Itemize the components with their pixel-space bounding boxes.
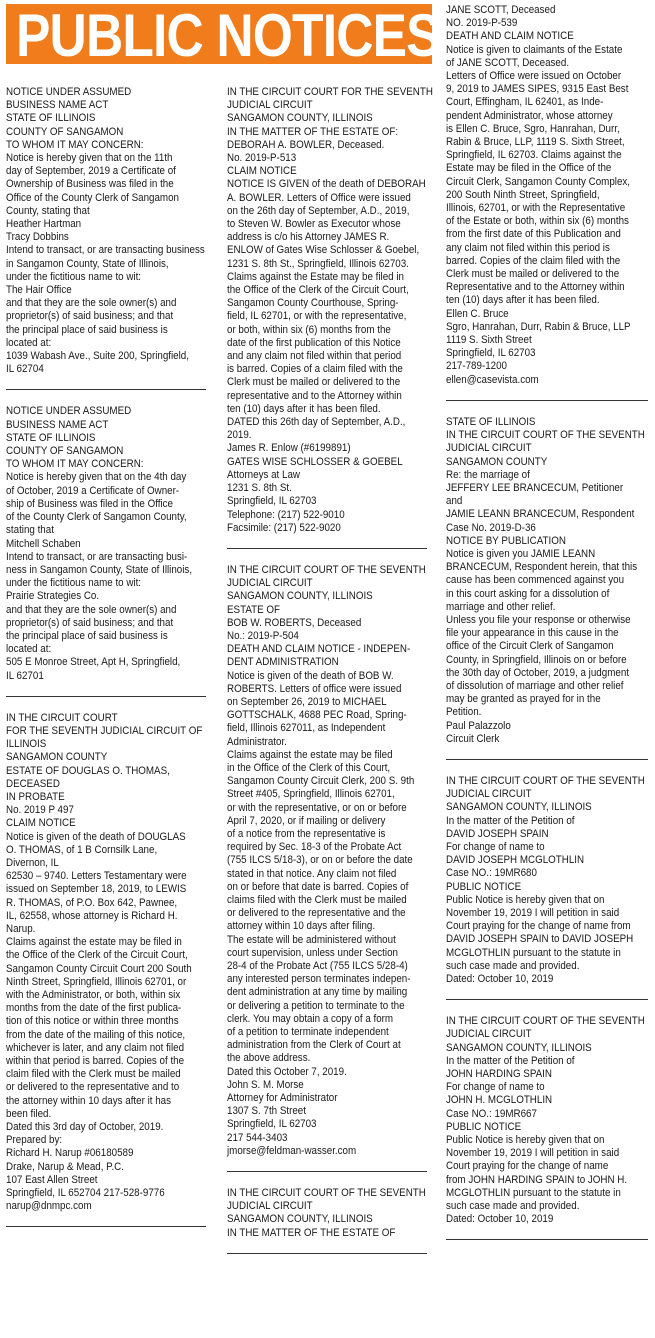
notice-line: or both, within six (6) months from the (227, 323, 391, 336)
notice-line: the principal place of said business is (6, 323, 168, 336)
legal-notice (6, 86, 206, 376)
legal-notice (227, 86, 433, 535)
notice-line: The estate will be administered without (227, 933, 396, 946)
notice-line: located at: (6, 643, 52, 656)
notice-line: JUDICIAL CIRCUIT (446, 788, 532, 801)
notice-line: For change of name to (446, 1081, 545, 1094)
notice-line: ellen@casevista.com (446, 373, 539, 386)
notice-line: Attorney for Administrator (227, 1092, 338, 1105)
notice-divider (227, 548, 427, 549)
notice-line: 28-4 of the Probate Act (755 ILCS 5/28-4) (227, 960, 408, 972)
notice-line: DATED this 26th day of September, A.D., (227, 416, 406, 429)
notice-line: of a notice from the representative is (227, 827, 386, 840)
notice-line: John S. M. Morse (227, 1078, 304, 1091)
notice-line: IL 62704 (6, 363, 44, 376)
notice-line: IL 62701 (6, 669, 44, 682)
notice-line: or delivered to the representative and to (6, 1081, 180, 1094)
notice-line: MCGLOTHLIN pursuant to the statute in (446, 946, 621, 959)
notice-line: 9, 2019 to JAMES SIPES, 9315 East Best (446, 83, 629, 96)
notice-line: 1231 S. 8th St. (227, 482, 292, 495)
notice-line: STATE OF ILLINOIS (446, 415, 536, 428)
notice-line: JUDICIAL CIRCUIT (227, 99, 313, 112)
notice-line: of October, 2019 a Certificate of Owner- (6, 484, 180, 497)
notice-line: Public Notice is hereby given that on (446, 893, 605, 906)
notice-line: SANGAMON COUNTY (6, 751, 108, 764)
notice-line: such case made and provided. (446, 959, 580, 972)
notice-divider (446, 1239, 648, 1240)
notice-line: Ellen C. Bruce (446, 307, 509, 320)
notice-line: STATE OF ILLINOIS (6, 431, 96, 444)
notice-line: Circuit Clerk, Sangamon County Complex, (446, 175, 631, 188)
notice-line: ESTATE OF (227, 603, 280, 616)
legal-notice (446, 416, 648, 746)
notice-line: Springfield, IL 62703 (227, 495, 317, 508)
notice-line: Clerk must be mailed or delivered to the (446, 268, 620, 281)
notice-line: GOTTSCHALK, 4688 PEC Road, Spring- (227, 709, 407, 722)
notice-line: Intend to transact, or are transacting busi- (6, 550, 188, 563)
notice-line: cause has been commenced against you (446, 574, 625, 587)
notice-line: SANGAMON COUNTY (446, 455, 548, 468)
notice-line: within that period is barred. Copies of the (6, 1055, 185, 1068)
notice-line: SANGAMON COUNTY, ILLINOIS (227, 1213, 373, 1226)
notice-line: Case NO.: 19MR680 (446, 867, 537, 880)
notice-line: court supervision, unless under Section (227, 946, 398, 959)
notice-line: IN THE CIRCUIT COURT (6, 711, 118, 724)
notice-line: JUDICIAL CIRCUIT (227, 577, 313, 590)
notice-line: clerk. You may obtain a copy of a form (227, 1012, 394, 1025)
notice-line: of dissolution of marriage and other relief (446, 679, 624, 692)
notice-line: Representative and to the Attorney within (446, 281, 625, 294)
notice-line: and (446, 495, 463, 508)
notice-line: 217 544-3403 (227, 1131, 288, 1144)
notice-line: ness in Sangamon County, State of Illinois, (6, 563, 193, 576)
notice-line: from the date of the mailing of this notice, (6, 1028, 186, 1041)
notice-line: IN THE CIRCUIT COURT OF THE SEVENTH (446, 1015, 645, 1028)
notice-line: and that they are the sole owner(s) and (6, 603, 177, 616)
notice-divider (227, 1253, 427, 1254)
notice-line: NOTICE UNDER ASSUMED (6, 405, 132, 418)
notice-line: STATE OF ILLINOIS (6, 112, 96, 125)
notice-line: Rabin & Bruce, LLP, 1119 S. Sixth Street, (446, 136, 625, 149)
notice-line: administration from the Clerk of Court at (227, 1039, 401, 1052)
notice-line: DECEASED (6, 777, 60, 790)
notice-line: JEFFERY LEE BRANCECUM, Petitioner (446, 481, 624, 494)
notice-line: 1231 S. 8th St., Springfield, Illinois 62703. (227, 257, 409, 270)
notice-line: on the 26th day of September, A.D., 2019, (227, 204, 410, 217)
notice-line: NOTICE BY PUBLICATION (446, 534, 566, 547)
notice-line: and any claim not filed within that period (227, 350, 402, 363)
notice-line: No. 2019-P-513 (227, 152, 297, 165)
notice-line: BUSINESS NAME ACT (6, 418, 109, 431)
notice-line: Springfield, IL 652704 217-528-9776 (6, 1187, 165, 1200)
notice-line: Dated: October 10, 2019 (446, 973, 554, 986)
notice-line: Attorneys at Law (227, 468, 300, 481)
notice-line: office of the Circuit Clerk of Sangamon (446, 640, 614, 653)
notice-line: required by Sec. 18-3 of the Probate Act (227, 841, 402, 854)
notice-line: ten (10) days after it has been filed. (227, 402, 381, 415)
notice-line: day of September, 2019 a Certificate of (6, 165, 176, 178)
notice-line: DEBORAH A. BOWLER, Deceased. (227, 138, 385, 151)
notice-line: Tracy Dobbins (6, 231, 69, 244)
notice-line: Intend to transact, or are transacting business (6, 244, 205, 257)
notice-line: No. 2019 P 497 (6, 804, 74, 817)
notice-line: NOTICE UNDER ASSUMED (6, 86, 132, 98)
notice-line: COUNTY OF SANGAMON (6, 125, 124, 138)
notice-line: DAVID JOSEPH SPAIN to DAVID JOSEPH (446, 933, 634, 946)
notice-line: of JANE SCOTT, Deceased. (446, 56, 570, 69)
notice-line: In the matter of the Petition of (446, 814, 575, 827)
notice-line: DEATH AND CLAIM NOTICE (446, 30, 574, 43)
notice-line: NO. 2019-P-539 (446, 17, 518, 30)
notice-divider (6, 1226, 206, 1227)
notice-line: Sangamon County Circuit Court 200 South (6, 962, 192, 975)
page-title: PUBLIC NOTICES (16, 2, 440, 69)
notice-line: tion of this notice or within three months (6, 1015, 179, 1028)
notice-line: FOR THE SEVENTH JUDICIAL CIRCUIT OF (6, 724, 203, 737)
notice-line: or with the representative, or on or before (227, 801, 407, 814)
notice-line: IN THE CIRCUIT COURT FOR THE SEVENTH (227, 86, 433, 98)
notice-line: any claim not filed within this period is (446, 241, 610, 254)
notice-line: representative and to the Attorney within (227, 389, 402, 402)
notice-line: No.: 2019-P-504 (227, 629, 299, 642)
notice-line: Notice is given you JAMIE LEANN (446, 547, 596, 560)
notice-line: Ownership of Business was filed in the (6, 178, 174, 191)
notice-line: in the Office of the Clerk of this Court, (227, 761, 391, 774)
notice-line: IN THE CIRCUIT COURT OF THE SEVENTH (446, 429, 645, 442)
notice-line: to Steven W. Bowler as Executor whose (227, 218, 401, 231)
notice-line: the attorney within 10 days after it has (6, 1094, 171, 1107)
notice-line: the above address. (227, 1052, 311, 1065)
notice-line: field, Illinois 627011, as Independent (227, 722, 386, 735)
notice-line: any interested person terminates indepen- (227, 973, 411, 986)
notice-line: CLAIM NOTICE (6, 817, 76, 830)
notice-line: proprietor(s) of said business; and that (6, 616, 174, 629)
notice-line: Court praying for the change of name from (446, 920, 631, 933)
notice-line: JUDICIAL CIRCUIT (446, 442, 532, 455)
notice-line: Administrator. (227, 735, 287, 748)
notice-line: Circuit Clerk (446, 732, 500, 745)
notice-line: the Office of the Clerk of the Circuit Court, (227, 284, 409, 297)
notice-line: in Sangamon County, State of Illinois, (6, 257, 169, 270)
notice-line: barred. Copies of the claim filed with the (446, 254, 621, 267)
notice-line: Petition. (446, 706, 482, 719)
notice-line: dent administration at any time by mailing (227, 986, 408, 999)
notice-line: O. THOMAS, of 1 B Cornsilk Lane, (6, 843, 158, 856)
notice-line: stated in that notice. Any claim not filed (227, 867, 397, 880)
notice-line: Sangamon County Courthouse, Spring- (227, 297, 399, 310)
notice-line: A. BOWLER. Letters of Office were issued (227, 191, 411, 204)
notice-line: Public Notice is hereby given that on (446, 1134, 605, 1147)
public-notices-banner (6, 2, 440, 69)
notice-divider (6, 389, 206, 390)
notice-line: Notice is given to claimants of the Estate (446, 43, 623, 56)
notice-line: IN THE CIRCUIT COURT OF THE SEVENTH (227, 1187, 426, 1200)
column-3 (446, 4, 648, 1255)
notice-line: 62530 – 9740. Letters Testamentary were (6, 870, 187, 883)
notice-line: stating that (6, 524, 54, 537)
notice-line: The Hair Office (6, 284, 72, 297)
notice-line: under the fictitious name to wit: (6, 577, 142, 590)
notice-line: under the fictitious name to wit: (6, 270, 142, 283)
notice-line: from the first date of this Publication and (446, 228, 621, 241)
notice-line: Court, Effingham, IL 62401, as Inde- (446, 96, 604, 109)
notice-line: the 30th day of October, 2019, a judgment (446, 666, 629, 679)
notice-line: date of the first publication of this Notice (227, 336, 401, 349)
notice-divider (227, 1171, 427, 1172)
notice-line: IN THE MATTER OF THE ESTATE OF: (227, 125, 399, 138)
notice-line: 1039 Wabash Ave., Suite 200, Springfield, (6, 350, 189, 363)
legal-notice (6, 712, 206, 1214)
legal-notice (6, 405, 206, 682)
notice-line: 107 East Allen Street (6, 1173, 98, 1186)
notice-line: marriage and other relief. (446, 600, 556, 613)
column-1 (6, 86, 206, 1242)
notice-line: Heather Hartman (6, 218, 82, 231)
notice-line: field, IL 62701, or with the representative, (227, 310, 407, 323)
notice-line: April 7, 2020, or if mailing or delivery (227, 814, 386, 827)
legal-notice (446, 4, 648, 387)
notice-line: JUDICIAL CIRCUIT (446, 1028, 532, 1041)
notice-line: Facsimile: (217) 522-9020 (227, 521, 341, 534)
notice-line: GATES WISE SCHLOSSER & GOEBEL (227, 455, 403, 468)
notice-line: MCGLOTHLIN pursuant to the statute in (446, 1186, 621, 1199)
notice-line: is Ellen C. Bruce, Sgro, Hanrahan, Durr, (446, 122, 620, 135)
notice-divider (446, 759, 648, 760)
notice-line: (755 ILCS 5/18-3), or on or before the date (227, 854, 413, 867)
notice-line: ROBERTS. Letters of office were issued (227, 682, 402, 695)
legal-notice (446, 775, 648, 986)
notice-line: James R. Enlow (#6199891) (227, 442, 351, 455)
notice-line: Sgro, Hanrahan, Durr, Rabin & Bruce, LLP (446, 320, 631, 333)
notice-line: Court praying for the change of name (446, 1160, 609, 1173)
notice-line: PUBLIC NOTICE (446, 880, 522, 893)
notice-line: Unless you file your response or otherwise (446, 613, 631, 626)
notice-line: County, stating that (6, 204, 90, 217)
notice-line: located at: (6, 336, 52, 349)
notice-line: November 19, 2019 I will petition in said (446, 907, 620, 919)
notice-line: is barred. Copies of a claim filed with the (227, 363, 403, 376)
notice-line: in this court asking for a dissolution of (446, 587, 610, 600)
notice-line: been filed. (6, 1107, 52, 1120)
notice-line: address is c/o his Attorney JAMES R. (227, 231, 390, 244)
notice-line: IN THE CIRCUIT COURT OF THE SEVENTH (227, 563, 426, 576)
notice-line: JAMIE LEANN BRANCECUM, Respondent (446, 508, 635, 521)
notice-line: ENLOW of Gates Wise Schlosser & Goebel, (227, 244, 420, 257)
notice-line: pendent Administrator, whose attorney (446, 109, 613, 122)
notice-line: Divernon, IL (6, 856, 59, 869)
notice-line: ship of Business was filed in the Office (6, 497, 173, 510)
notice-line: BUSINESS NAME ACT (6, 99, 109, 112)
notice-line: November 19, 2019 I will petition in said (446, 1147, 620, 1160)
notice-line: R. THOMAS, of P.O. Box 642, Pawnee, (6, 896, 178, 909)
notice-line: Springfield, IL 62703 (227, 1118, 317, 1131)
notice-line: Clerk must be mailed or delivered to the (227, 376, 401, 389)
notice-line: 505 E Monroe Street, Apt H, Springfield, (6, 656, 181, 669)
notice-line: on September 26, 2019 to MICHAEL (227, 695, 387, 708)
notice-line: JOHN HARDING SPAIN (446, 1068, 552, 1081)
notice-line: SANGAMON COUNTY, ILLINOIS (227, 112, 373, 125)
notice-line: JOHN H. MCGLOTHLIN (446, 1094, 553, 1107)
notice-line: SANGAMON COUNTY, ILLINOIS (446, 1041, 592, 1054)
notice-line: Claims against the estate may be filed in (6, 936, 182, 949)
notice-line: Dated this 3rd day of October, 2019. (6, 1121, 164, 1134)
notice-line: Notice is hereby given that on the 4th day (6, 471, 187, 484)
notice-divider (446, 400, 648, 401)
notice-line: from JOHN HARDING SPAIN to JOHN H. (446, 1173, 628, 1186)
notice-line: Claims against the Estate may be filed in (227, 270, 404, 283)
notice-line: Notice is given of the death of BOB W. (227, 669, 394, 682)
notice-line: Case NO.: 19MR667 (446, 1107, 537, 1120)
notice-line: 1119 S. Sixth Street (446, 334, 532, 347)
notice-line: Ninth Street, Springfield, Illinois 62701, or (6, 975, 187, 988)
notice-line: the Office of the Clerk of the Circuit Court, (6, 949, 188, 962)
notice-line: attorney within 10 days after filing. (227, 920, 376, 933)
notice-line: SANGAMON COUNTY, ILLINOIS (227, 590, 373, 603)
notice-line: Telephone: (217) 522-9010 (227, 508, 345, 521)
notice-line: Prepared by: (6, 1134, 63, 1147)
notice-line: with the Administrator, or both, within six (6, 989, 181, 1001)
notice-line: IN THE CIRCUIT COURT OF THE SEVENTH (446, 774, 645, 787)
notice-line: NOTICE IS GIVEN of the death of DEBORAH (227, 178, 426, 191)
notice-line: 1307 S. 7th Street (227, 1105, 306, 1118)
notice-line: on or before that date is barred. Copies of (227, 880, 409, 893)
notice-line: Springfield, IL 62703. Claims against the (446, 149, 622, 162)
notice-line: DAVID JOSEPH MCGLOTHLIN (446, 854, 585, 867)
notice-line: narup@dnmpc.com (6, 1200, 92, 1213)
notice-line: DENT ADMINISTRATION (227, 656, 339, 669)
notice-line: Claims against the estate may be filed (227, 748, 393, 761)
notice-line: Estate may be filed in the Office of the (446, 162, 612, 175)
notice-line: of a petition to terminate independent (227, 1026, 389, 1039)
notice-line: In the matter of the Petition of (446, 1054, 575, 1067)
notice-divider (446, 999, 648, 1000)
notice-line: Street #405, Springfield, Illinois 62701, (227, 788, 395, 801)
notice-line: Re: the marriage of (446, 468, 530, 481)
notice-line: and that they are the sole owner(s) and (6, 297, 177, 310)
notice-line: or delivering a petition to terminate to the (227, 999, 405, 1012)
notice-line: County, in Springfield, Illinois on or before (446, 653, 627, 666)
notice-line: ten (10) days after it has been filed. (446, 294, 600, 307)
notice-line: jmorse@feldman-wasser.com (227, 1144, 357, 1157)
notice-line: DEATH AND CLAIM NOTICE - INDEPEN- (227, 643, 411, 656)
notice-line: JANE SCOTT, Deceased (446, 4, 556, 16)
notice-line: Sangamon County Circuit Clerk, 200 S. 9th (227, 775, 415, 788)
notice-line: claim filed with the Clerk must be mailed (6, 1068, 181, 1081)
notice-line: CLAIM NOTICE (227, 165, 297, 178)
notice-line: of the Estate or both, within six (6) months (446, 215, 629, 228)
notice-line: Springfield, IL 62703 (446, 347, 536, 360)
notice-line: 200 South Ninth Street, Springfield, (446, 188, 600, 201)
notice-line: issued on September 18, 2019, to LEWIS (6, 883, 187, 896)
notice-line: Letters of Office were issued on October (446, 70, 622, 83)
notice-line: Narup. (6, 922, 36, 935)
notice-line: DAVID JOSEPH SPAIN (446, 827, 549, 840)
notice-line: Drake, Narup & Mead, P.C. (6, 1160, 124, 1173)
column-2 (227, 86, 433, 1269)
notice-line: SANGAMON COUNTY, ILLINOIS (446, 801, 592, 814)
notice-line: TO WHOM IT MAY CONCERN: (6, 458, 144, 471)
notice-line: Case No. 2019-D-36 (446, 521, 536, 534)
notice-line: COUNTY OF SANGAMON (6, 445, 124, 458)
notice-line: 2019. (227, 429, 252, 442)
notice-line: Paul Palazzolo (446, 719, 511, 732)
notice-line: the principal place of said business is (6, 629, 168, 642)
notice-line: Dated: October 10, 2019 (446, 1213, 554, 1226)
notice-line: BOB W. ROBERTS, Deceased (227, 616, 362, 629)
notice-line: such case made and provided. (446, 1200, 580, 1213)
notice-line: whichever is later, and any claim not filed (6, 1041, 185, 1054)
notice-line: IN THE MATTER OF THE ESTATE OF (227, 1226, 396, 1239)
notice-line: proprietor(s) of said business; and that (6, 310, 174, 323)
notice-line: Prairie Strategies Co. (6, 590, 100, 603)
notice-line: BRANCECUM, Respondent herein, that this (446, 561, 638, 574)
notice-line: Notice is given of the death of DOUGLAS (6, 830, 186, 843)
notice-line: Dated this October 7, 2019. (227, 1065, 347, 1078)
notice-line: Mitchell Schaben (6, 537, 81, 550)
notice-line: of the County Clerk of Sangamon County, (6, 511, 187, 524)
notice-line: TO WHOM IT MAY CONCERN: (6, 138, 144, 151)
notice-line: PUBLIC NOTICE (446, 1120, 522, 1133)
notice-line: 217-789-1200 (446, 360, 508, 373)
notice-line: Office of the County Clerk of Sangamon (6, 191, 179, 204)
notice-line: For change of name to (446, 840, 545, 853)
notice-line: or delivered to the representative and the (227, 907, 406, 920)
notice-line: Illinois, 62701, or with the Representative (446, 202, 626, 215)
legal-notice (446, 1015, 648, 1226)
notice-line: Richard H. Narup #06180589 (6, 1147, 134, 1160)
notice-line: may be granted as prayed for in the (446, 693, 601, 706)
notice-line: Notice is hereby given that on the 11th (6, 152, 173, 165)
notice-divider (6, 696, 206, 697)
notice-line: JUDICIAL CIRCUIT (227, 1200, 313, 1213)
notice-line: ESTATE OF DOUGLAS O. THOMAS, (6, 764, 170, 777)
notice-line: IN PROBATE (6, 790, 65, 803)
notice-line: file your appearance in this cause in the (446, 627, 619, 640)
legal-notice (227, 1187, 427, 1240)
notice-line: ILLINOIS (6, 738, 47, 751)
notice-line: months from the date of the first publica- (6, 1002, 182, 1015)
legal-notice (227, 564, 427, 1158)
notice-line: IL, 62558, whose attorney is Richard H. (6, 909, 178, 922)
notice-line: claims filed with the Clerk must be mailed (227, 893, 407, 906)
